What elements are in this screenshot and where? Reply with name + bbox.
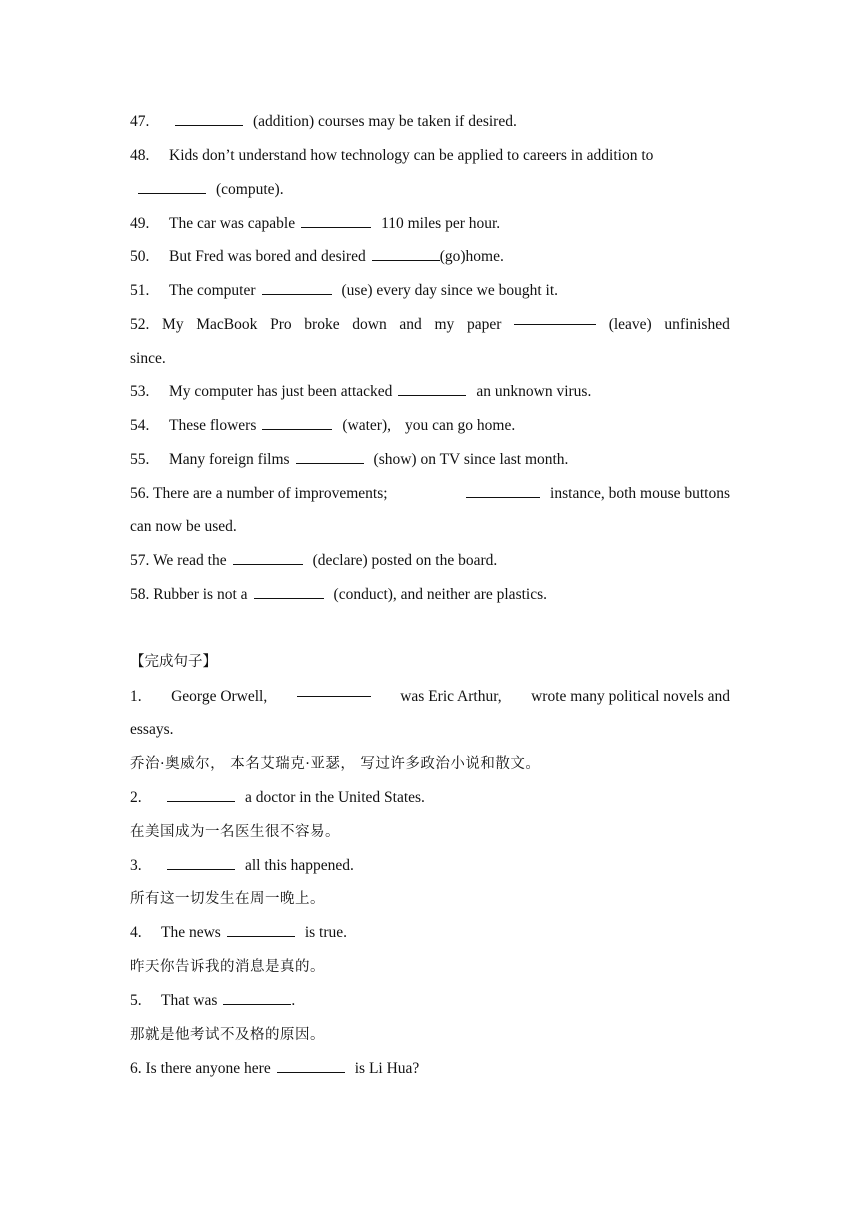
- answer-blank[interactable]: [466, 481, 540, 498]
- exercise-49: 49. The car was capable 110 miles per hour.: [130, 207, 730, 241]
- section-title: 【完成句子】: [130, 654, 217, 670]
- answer-blank[interactable]: [262, 413, 332, 430]
- item-number: 50.: [130, 248, 150, 265]
- sentence-4-translation: 昨天你告诉我的消息是真的。: [130, 959, 325, 975]
- exercise-50: 50. But Fred was bored and desired (go)home.: [130, 240, 730, 274]
- exercise-51: 51. The computer (use) every day since we bought it.: [130, 274, 730, 308]
- answer-blank[interactable]: [514, 308, 596, 325]
- answer-blank[interactable]: [398, 379, 466, 396]
- answer-blank[interactable]: [296, 447, 364, 464]
- answer-blank[interactable]: [297, 680, 371, 697]
- item-number: 2.: [130, 789, 142, 806]
- exercise-47: 47. (addition) courses may be taken if desired.: [130, 105, 730, 139]
- answer-blank[interactable]: [167, 785, 235, 802]
- exercise-55: 55. Many foreign films (show) on TV since last month.: [130, 443, 730, 477]
- item-number: 55.: [130, 451, 150, 468]
- sentence-5: 5. That was .: [130, 984, 730, 1018]
- sentence-1-translation: 乔治·奥威尔， 本名艾瑞克·亚瑟， 写过许多政治小说和散文。: [130, 756, 541, 772]
- item-number: 51.: [130, 282, 150, 299]
- item-number: 47.: [130, 113, 150, 130]
- sentence-1-cont: essays.: [130, 721, 174, 738]
- answer-blank[interactable]: [301, 211, 371, 228]
- sentence-4: 4. The news is true.: [130, 916, 730, 950]
- answer-blank[interactable]: [254, 582, 324, 599]
- exercise-57: 57. We read the (declare) posted on the board.: [130, 544, 730, 578]
- sentence-3: 3. all this happened.: [130, 849, 730, 883]
- answer-blank[interactable]: [167, 853, 235, 870]
- item-number: 52.: [130, 316, 150, 333]
- item-number: 48.: [130, 147, 150, 164]
- answer-blank[interactable]: [227, 920, 295, 937]
- answer-blank[interactable]: [233, 548, 303, 565]
- sentence-5-translation: 那就是他考试不及格的原因。: [130, 1027, 325, 1043]
- exercise-56-cont: can now be used.: [130, 518, 237, 535]
- item-number: 49.: [130, 215, 150, 232]
- sentence-6: 6. Is there anyone here is Li Hua?: [130, 1052, 730, 1086]
- sentence-2: 2. a doctor in the United States.: [130, 781, 730, 815]
- exercise-52-cont: since.: [130, 350, 166, 367]
- exercise-56: 56. There are a number of improvements; instance, both mouse buttons: [130, 477, 730, 511]
- answer-blank[interactable]: [262, 278, 332, 295]
- exercise-52: 52. My MacBook Pro broke down and my paper (leave) unfinished: [130, 308, 730, 342]
- sentence-2-translation: 在美国成为一名医生很不容易。: [130, 824, 340, 840]
- answer-blank[interactable]: [223, 988, 291, 1005]
- exercise-58: 58. Rubber is not a (conduct), and neither are plastics.: [130, 578, 730, 612]
- answer-blank[interactable]: [138, 177, 206, 194]
- exercise-53: 53. My computer has just been attacked an unknown virus.: [130, 375, 730, 409]
- answer-blank[interactable]: [277, 1056, 345, 1073]
- exercise-54: 54. These flowers (water), you can go home.: [130, 409, 730, 443]
- item-number: 5.: [130, 992, 142, 1009]
- item-number: 3.: [130, 857, 142, 874]
- sentence-3-translation: 所有这一切发生在周一晚上。: [130, 891, 325, 907]
- answer-blank[interactable]: [372, 244, 440, 261]
- item-number: 54.: [130, 417, 150, 434]
- item-number: 4.: [130, 924, 142, 941]
- item-number: 53.: [130, 383, 150, 400]
- item-number: 1.: [130, 688, 142, 705]
- answer-blank[interactable]: [175, 109, 243, 126]
- exercise-48-cont: (compute).: [132, 173, 732, 207]
- sentence-1: 1. George Orwell, was Eric Arthur, wrote many political novels and: [130, 680, 730, 714]
- exercise-48: 48. Kids don’t understand how technology can be applied to careers in addition to: [130, 139, 730, 173]
